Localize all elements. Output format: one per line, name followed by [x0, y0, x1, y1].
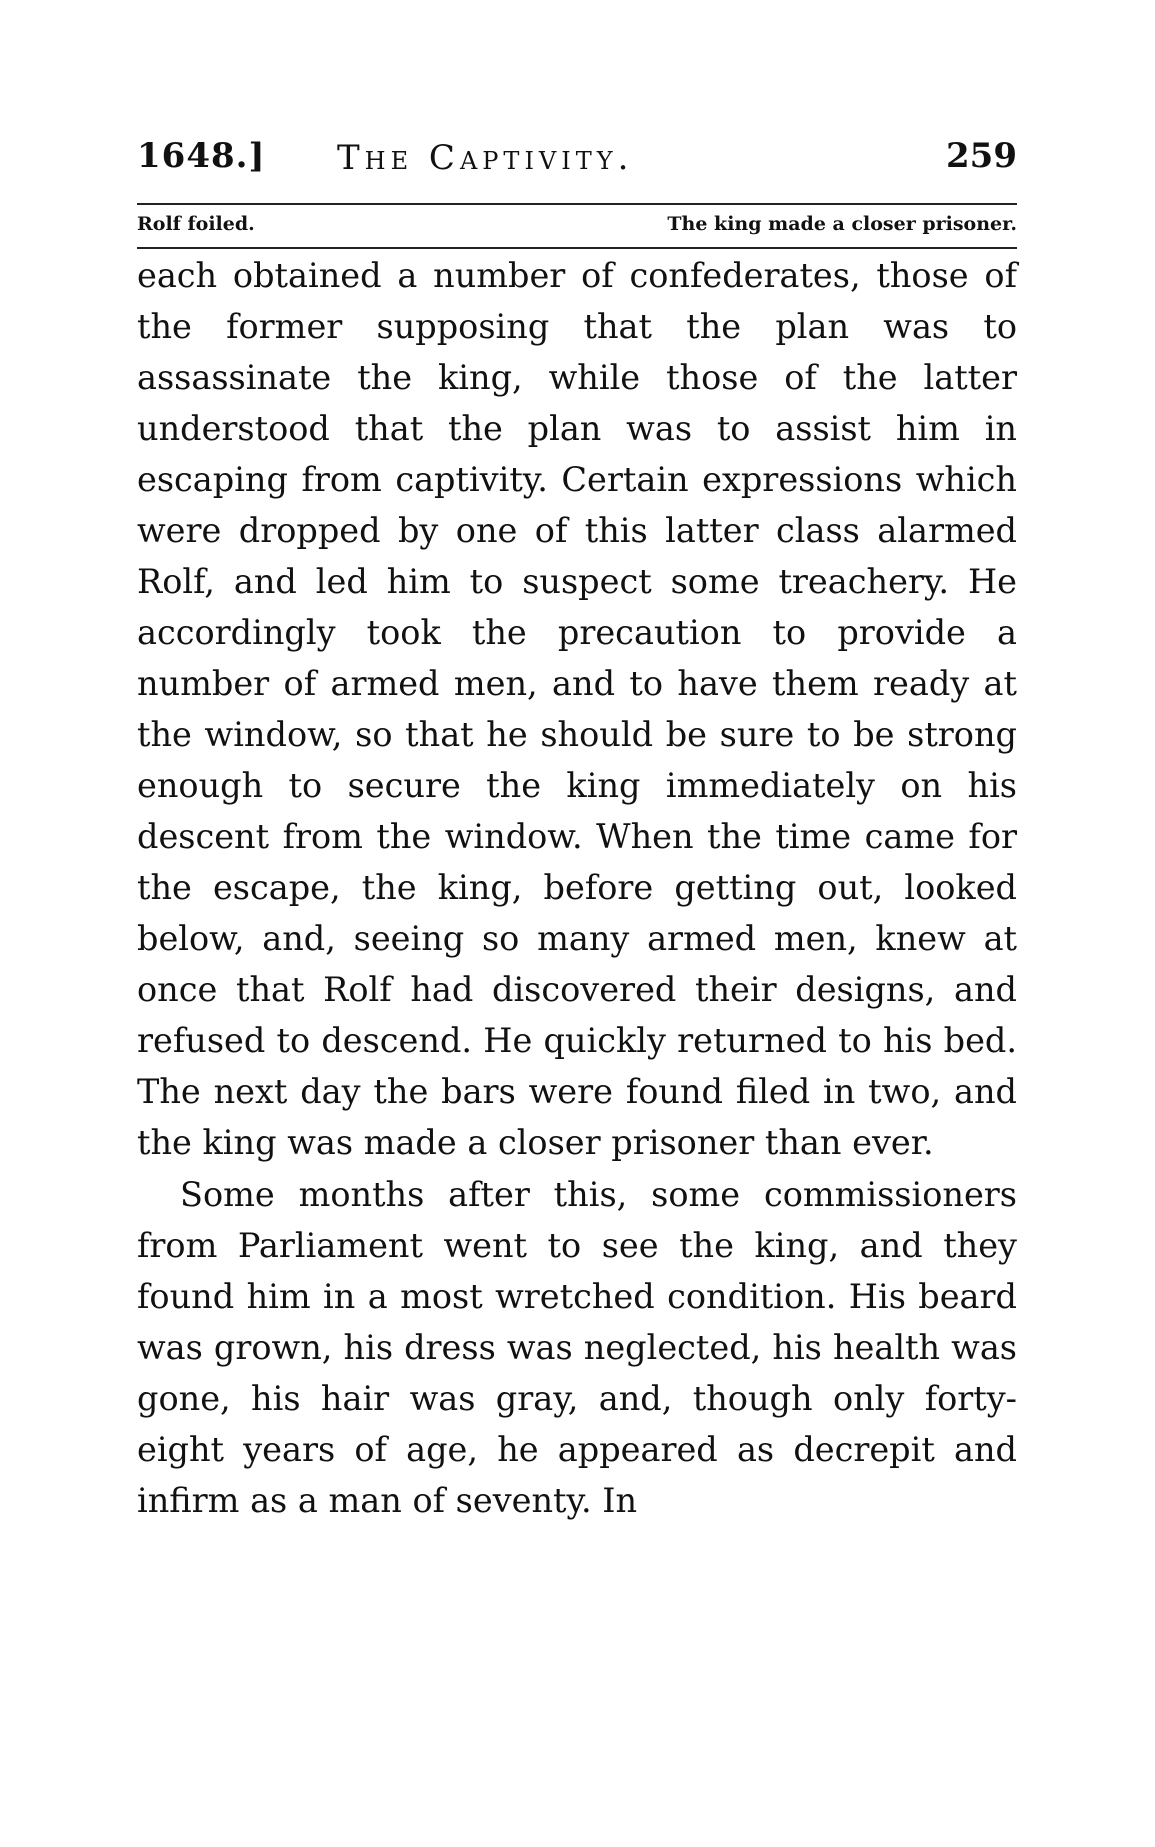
side-note-divider — [137, 247, 1017, 249]
paragraph-2: Some months after this, some commissioners from Parliament went to see the king, and they found him in a most wretched condition. His beard was grown, his dress was neglected, his health was gone, his hair was gray, and, though only forty-eight years of age, he appeared as decrepit and infirm as a man of seventy. In — [137, 1175, 1017, 1520]
running-head — [137, 136, 1017, 196]
body-text — [137, 250, 1017, 1526]
right-side-note: The king made a closer prisoner. — [667, 213, 1017, 235]
header-year: 1648.] — [137, 136, 266, 176]
left-side-note: Rolf foiled. — [137, 213, 255, 235]
side-notes — [137, 213, 1017, 243]
paragraph-1: each obtained a number of confederates, those of the former supposing that the plan was to assassinate the king, while those of the latter understood that the plan was to assist him in escaping from captivity. Certain expressions which were dropped by one of this latter class alarmed Rolf, and led him to suspect some treachery. He accordingly took the precaution to provide a number of armed men, and to have them ready at the window, so that he should be sure to be strong enough to secure the king immediately on his descent from the window. When the time came for the escape, the king, before getting out, looked below, and, seeing so many armed men, knew at once that Rolf had discovered their designs, and refused to descend. He quickly returned to his bed. The next day the bars were found filed in two, and the king was made a closer prisoner than ever. — [137, 256, 1017, 1162]
header-divider — [137, 203, 1017, 205]
page-number: 259 — [946, 136, 1017, 176]
chapter-title: The Captivity. — [337, 138, 634, 178]
